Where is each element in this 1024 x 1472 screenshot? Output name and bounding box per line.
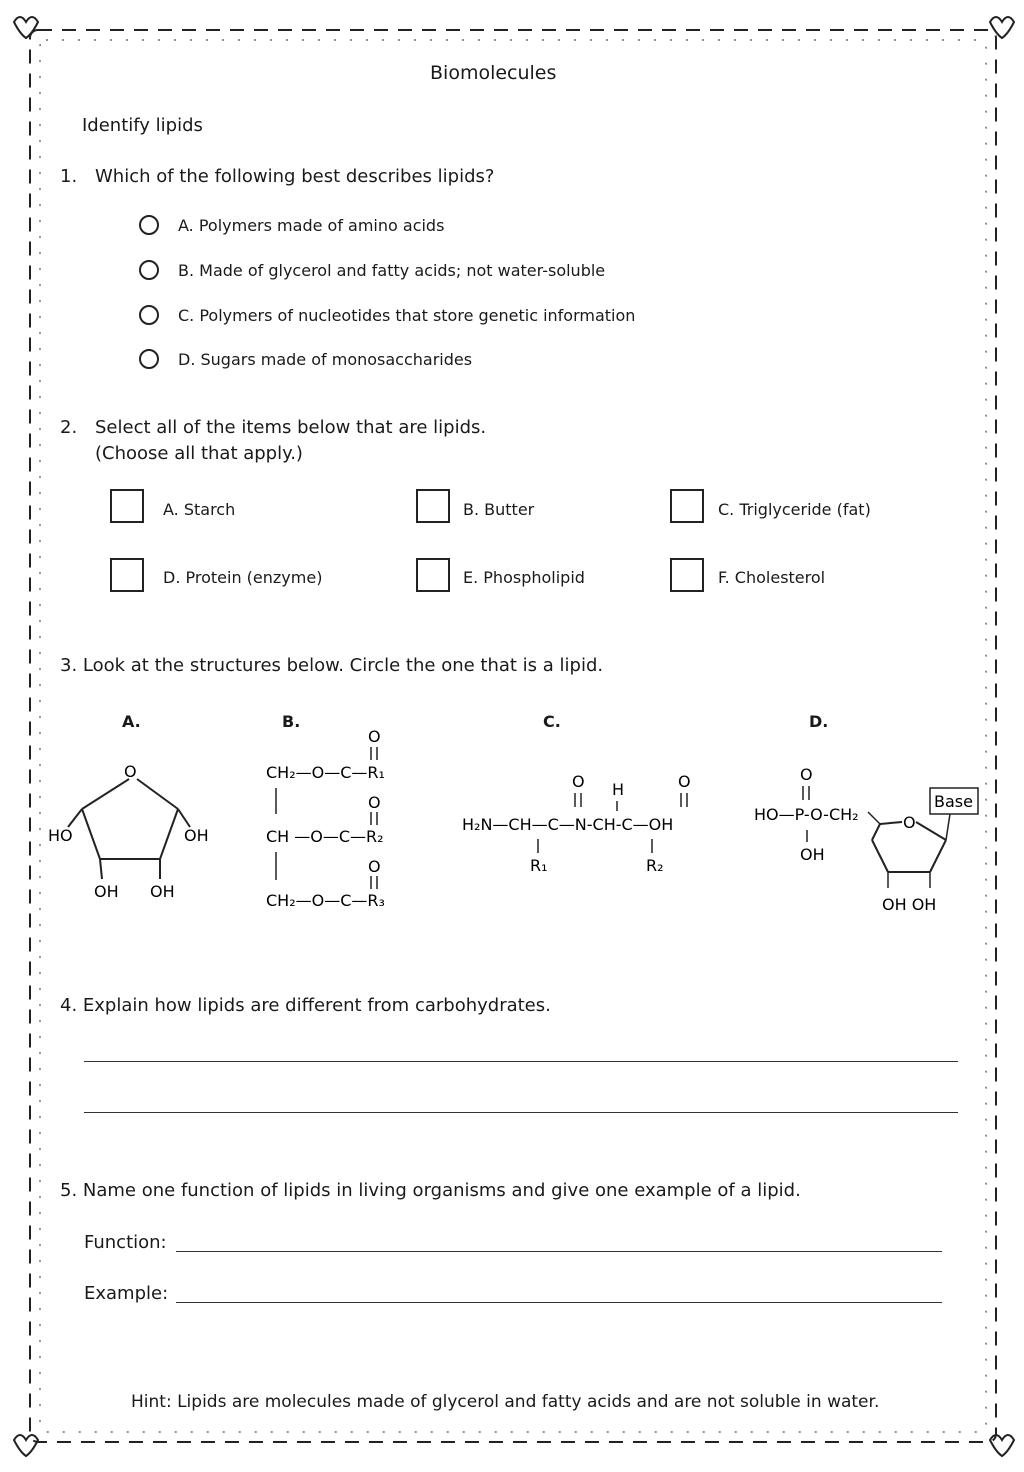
- hint-text: Hint: Lipids are molecules made of glycerol and fatty acids and are not soluble in water.: [131, 1392, 880, 1412]
- q4-answer-line-2[interactable]: [84, 1112, 958, 1113]
- q1-option-c: C. Polymers of nucleotides that store genetic information: [178, 306, 636, 325]
- example-answer-line[interactable]: [176, 1302, 942, 1303]
- q1-radio-d[interactable]: [139, 349, 159, 369]
- oh-group: OH: [94, 882, 119, 901]
- q2-item-b: B. Butter: [463, 500, 535, 519]
- ho-group: HO: [48, 826, 73, 845]
- structure-c-dipeptide[interactable]: [460, 765, 750, 880]
- q4-text: 4. Explain how lipids are different from carbohydrates.: [60, 995, 551, 1016]
- q2-note: (Choose all that apply.): [95, 443, 303, 464]
- svg-text:H: H: [612, 780, 625, 799]
- phosphate-chain: HO—P-O-CH₂: [754, 805, 859, 824]
- q3-label-d: D.: [809, 712, 829, 731]
- q5-text: 5. Name one function of lipids in living organisms and give one example of a lipid.: [60, 1180, 801, 1201]
- q1-option-a: A. Polymers made of amino acids: [178, 216, 445, 235]
- q2-checkbox-b[interactable]: [416, 489, 450, 523]
- base-label: Base: [934, 792, 973, 811]
- q1-text: Which of the following best describes lipids?: [95, 166, 495, 187]
- structure-a-sugar-ring[interactable]: [40, 755, 230, 905]
- q2-checkbox-a[interactable]: [110, 489, 144, 523]
- peptide-chain: H₂N—CH—C—N-CH-C—OH: [462, 815, 674, 834]
- q4-answer-line-1[interactable]: [84, 1061, 958, 1062]
- ring-oxygen: O: [124, 762, 137, 781]
- section-subtitle: Identify lipids: [82, 115, 203, 136]
- svg-text:OH OH: OH OH: [882, 895, 937, 914]
- q2-number: 2.: [60, 417, 78, 438]
- svg-text:O: O: [368, 793, 381, 812]
- q3-label-c: C.: [543, 712, 561, 731]
- row-2: CH —O—C—R₂: [266, 827, 384, 846]
- q2-item-a: A. Starch: [163, 500, 236, 519]
- q1-radio-a[interactable]: [139, 215, 159, 235]
- q2-checkbox-c[interactable]: [670, 489, 704, 523]
- q3-label-b: B.: [282, 712, 301, 731]
- q2-text: Select all of the items below that are lipids.: [95, 417, 487, 438]
- q1-option-b: B. Made of glycerol and fatty acids; not water-soluble: [178, 261, 606, 280]
- q2-item-c: C. Triglyceride (fat): [718, 500, 871, 519]
- q3-text: 3. Look at the structures below. Circle the one that is a lipid.: [60, 655, 604, 676]
- row-3: CH₂—O—C—R₃: [266, 891, 385, 910]
- q1-number: 1.: [60, 166, 78, 187]
- q1-option-d: D. Sugars made of monosaccharides: [178, 350, 473, 369]
- svg-text:O: O: [678, 772, 691, 791]
- svg-text:O: O: [368, 857, 381, 876]
- structure-d-nucleotide[interactable]: [750, 760, 985, 920]
- oh-group: OH: [150, 882, 175, 901]
- svg-text:R₂: R₂: [646, 856, 664, 875]
- q2-item-e: E. Phospholipid: [463, 568, 585, 587]
- q2-checkbox-f[interactable]: [670, 558, 704, 592]
- function-label: Function:: [84, 1232, 167, 1253]
- q2-checkbox-e[interactable]: [416, 558, 450, 592]
- svg-text:O: O: [368, 727, 381, 746]
- q2-item-d: D. Protein (enzyme): [163, 568, 323, 587]
- structure-b-triglyceride[interactable]: [260, 722, 460, 917]
- page-title: Biomolecules: [430, 62, 557, 84]
- svg-text:O: O: [800, 765, 813, 784]
- svg-text:OH: OH: [800, 845, 825, 864]
- q3-label-a: A.: [122, 712, 141, 731]
- row-1: CH₂—O—C—R₁: [266, 763, 385, 782]
- example-label: Example:: [84, 1283, 169, 1304]
- oh-group: OH: [184, 826, 209, 845]
- function-answer-line[interactable]: [176, 1251, 942, 1252]
- svg-text:O: O: [903, 813, 916, 832]
- svg-text:R₁: R₁: [530, 856, 548, 875]
- svg-text:O: O: [572, 772, 585, 791]
- q2-item-f: F. Cholesterol: [718, 568, 826, 587]
- q1-radio-b[interactable]: [139, 260, 159, 280]
- q1-radio-c[interactable]: [139, 305, 159, 325]
- q2-checkbox-d[interactable]: [110, 558, 144, 592]
